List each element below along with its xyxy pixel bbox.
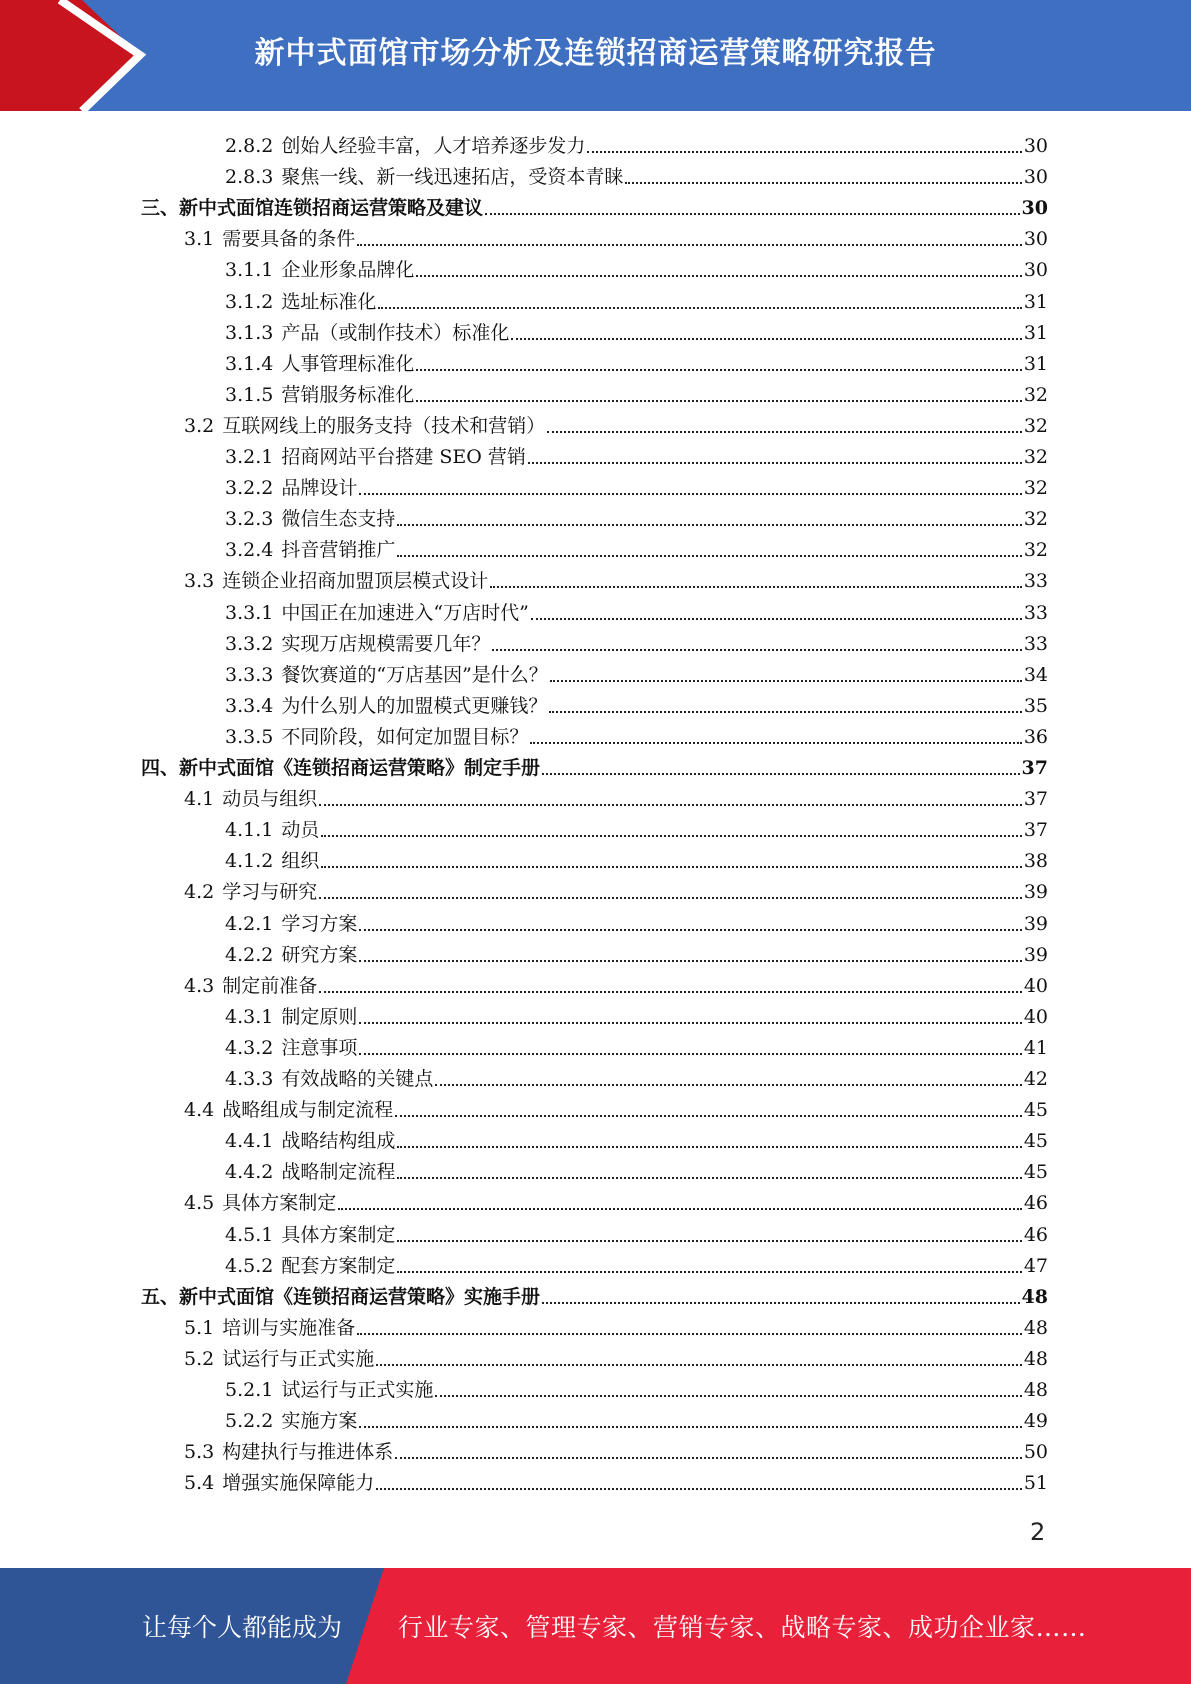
toc-entry-number: 4.3.3 xyxy=(225,1068,274,1090)
toc-entry-page: 30 xyxy=(1023,166,1048,189)
toc-entry-page: 45 xyxy=(1023,1099,1048,1122)
toc-entry-label xyxy=(184,1472,374,1494)
toc-dot-leader xyxy=(359,1052,1021,1055)
toc-dot-leader xyxy=(416,368,1021,371)
toc-entry-label xyxy=(225,1037,357,1059)
toc-entry-title: 学习方案 xyxy=(281,912,358,935)
toc-entry-number: 3.2 xyxy=(184,414,215,437)
toc-dot-leader xyxy=(416,274,1021,277)
toc-dot-leader xyxy=(542,1301,1020,1304)
toc-entry-page: 30 xyxy=(1021,197,1048,220)
toc-entry[interactable] xyxy=(141,749,1048,779)
toc-entry-number: 3.1.4 xyxy=(225,352,274,375)
toc-entry-number: 3.2.1 xyxy=(225,446,274,468)
toc-entry-label xyxy=(225,602,529,624)
toc-entry-title: 动员与组织 xyxy=(222,788,318,811)
toc-entry-number: 4.3.2 xyxy=(225,1036,274,1059)
toc-entry-title: 连锁企业招商加盟顶层模式设计 xyxy=(222,570,489,593)
toc-entry-number: 3.2.4 xyxy=(225,539,274,562)
toc-dot-leader xyxy=(435,1394,1021,1397)
toc-entry-number: 3.1 xyxy=(184,228,215,251)
toc-entry-number: 3.3.5 xyxy=(225,725,274,748)
toc-entry-label xyxy=(225,135,585,157)
toc-entry-number: 3.2.3 xyxy=(225,508,274,531)
toc-entry-label xyxy=(225,166,623,188)
toc-entry-page: 34 xyxy=(1023,663,1048,686)
toc-entry-label xyxy=(225,1068,433,1090)
toc-entry-title: 为什么别人的加盟模式更赚钱？ xyxy=(281,694,548,717)
toc-entry-page: 47 xyxy=(1023,1254,1048,1277)
toc-entry-page: 32 xyxy=(1023,508,1048,531)
toc-entry[interactable] xyxy=(225,625,1048,655)
toc-entry-label xyxy=(184,1099,393,1121)
toc-entry-title: 试运行与正式实施 xyxy=(281,1379,434,1401)
toc-entry-number: 3.1.3 xyxy=(225,321,274,344)
toc-entry-label xyxy=(184,415,545,437)
toc-entry[interactable] xyxy=(225,345,1048,375)
toc-dot-leader xyxy=(549,710,1021,713)
toc-entry-page: 33 xyxy=(1023,570,1048,593)
toc-entry-label xyxy=(184,1441,393,1463)
toc-entry-label xyxy=(225,291,376,313)
toc-entry-number: 3.2.2 xyxy=(225,477,274,500)
toc-entry[interactable] xyxy=(225,283,1048,313)
toc-entry-number: 5.2.2 xyxy=(225,1410,274,1433)
toc-entry-title: 具体方案制定 xyxy=(222,1192,337,1215)
toc-entry-label xyxy=(225,1255,395,1277)
toc-dot-leader xyxy=(492,648,1021,651)
toc-entry-title: 战略组成与制定流程 xyxy=(222,1099,394,1122)
toc-entry-label xyxy=(184,570,488,592)
toc-entry[interactable] xyxy=(225,314,1048,344)
toc-dot-leader xyxy=(397,554,1021,557)
toc-entry-title: 制定前准备 xyxy=(222,974,318,997)
toc-entry-page: 33 xyxy=(1023,601,1048,624)
toc-dot-leader xyxy=(490,585,1022,588)
toc-entry-title: 制定原则 xyxy=(281,1005,358,1028)
toc-entry-title: 抖音营销推广 xyxy=(281,539,396,562)
toc-entry-label xyxy=(225,477,357,499)
toc-entry-label xyxy=(225,1410,357,1432)
toc-entry-title: 中国正在加速进入“万店时代” xyxy=(281,601,529,624)
toc-entry-number: 4.5.1 xyxy=(225,1223,274,1246)
toc-entry-page: 48 xyxy=(1023,1316,1048,1339)
toc-entry[interactable] xyxy=(184,1340,1048,1370)
toc-dot-leader xyxy=(321,865,1021,868)
toc-entry[interactable] xyxy=(225,158,1048,188)
toc-entry-label xyxy=(225,664,548,686)
toc-entry[interactable] xyxy=(141,189,1048,219)
toc-entry-number: 3.3.4 xyxy=(225,694,274,717)
toc-dot-leader xyxy=(528,461,1022,464)
toc-entry-page: 51 xyxy=(1023,1472,1048,1495)
toc-entry-number: 4.1.2 xyxy=(225,850,274,873)
toc-dot-leader xyxy=(338,1207,1022,1210)
toc-entry-label xyxy=(225,850,319,872)
toc-entry-title: 餐饮赛道的“万店基因”是什么？ xyxy=(281,663,548,686)
toc-entry[interactable] xyxy=(225,687,1048,717)
toc-entry[interactable] xyxy=(225,1402,1048,1432)
toc-entry-number: 3.3.3 xyxy=(225,663,274,686)
toc-entry-label xyxy=(225,539,395,561)
toc-entry-label xyxy=(184,1348,374,1370)
toc-entry-title: 培训与实施准备 xyxy=(222,1316,356,1339)
toc-entry[interactable] xyxy=(184,1464,1048,1494)
toc-entry-number: 3.3 xyxy=(184,570,215,593)
toc-entry[interactable] xyxy=(184,1091,1048,1121)
toc-entry-page: 39 xyxy=(1023,912,1048,935)
toc-entry-title: 企业形象品牌化 xyxy=(281,259,415,282)
toc-entry[interactable] xyxy=(225,127,1048,157)
page-number: 2 xyxy=(1030,1518,1046,1546)
toc-entry[interactable] xyxy=(184,1433,1048,1463)
toc-entry-page: 31 xyxy=(1023,321,1048,344)
toc-dot-leader xyxy=(359,1021,1021,1024)
toc-entry-page: 30 xyxy=(1023,228,1048,251)
toc-entry[interactable] xyxy=(225,905,1048,935)
toc-dot-leader xyxy=(376,1487,1022,1490)
toc-entry-number: 5.2 xyxy=(184,1347,215,1370)
toc-entry-title: 产品（或制作技术）标准化 xyxy=(281,321,510,344)
toc-entry-number: 2.8.2 xyxy=(225,135,274,157)
toc-entry-number: 5.2.1 xyxy=(225,1379,274,1401)
toc-dot-leader xyxy=(547,430,1022,433)
toc-entry-label xyxy=(141,757,540,779)
toc-entry-page: 36 xyxy=(1023,725,1048,748)
toc-dot-leader xyxy=(625,181,1021,184)
toc-entry-number: 4.3 xyxy=(184,974,215,997)
toc-entry-label xyxy=(225,819,319,841)
toc-entry-page: 46 xyxy=(1023,1192,1048,1215)
toc-entry-title: 增强实施保障能力 xyxy=(222,1472,375,1495)
toc-entry-label xyxy=(225,1161,395,1183)
toc-entry-page: 30 xyxy=(1023,135,1048,157)
toc-entry-page: 45 xyxy=(1023,1130,1048,1153)
toc-dot-leader xyxy=(376,1363,1022,1366)
toc-entry-number: 3.1.5 xyxy=(225,383,274,406)
toc-entry-title: 战略结构组成 xyxy=(281,1130,396,1153)
toc-entry-number: 3.1.2 xyxy=(225,290,274,313)
toc-entry[interactable] xyxy=(225,376,1048,406)
toc-entry-number: 4.4.1 xyxy=(225,1130,274,1153)
toc-dot-leader xyxy=(485,212,1020,215)
toc-entry-title: 组织 xyxy=(281,850,320,873)
toc-entry-label xyxy=(225,259,414,281)
toc-entry-page: 49 xyxy=(1023,1410,1048,1433)
toc-entry-title: 配套方案制定 xyxy=(281,1254,396,1277)
toc-entry-title: 人事管理标准化 xyxy=(281,352,415,375)
toc-entry-label xyxy=(225,508,395,530)
toc-entry-title: 互联网线上的服务支持（技术和营销） xyxy=(222,414,546,437)
toc-entry-page: 46 xyxy=(1023,1223,1048,1246)
toc-entry-page: 45 xyxy=(1023,1161,1048,1184)
toc-dot-leader xyxy=(530,741,1021,744)
toc-entry-number: 2.8.3 xyxy=(225,166,274,189)
toc-entry-page: 32 xyxy=(1023,383,1048,406)
toc-entry-title: 微信生态支持 xyxy=(281,508,396,531)
toc-entry-label xyxy=(225,913,357,935)
toc-dot-leader xyxy=(359,1425,1021,1428)
toc-dot-leader xyxy=(397,1239,1021,1242)
toc-entry-number: 5.1 xyxy=(184,1316,215,1339)
toc-entry-page: 40 xyxy=(1023,1005,1048,1028)
toc-entry-label xyxy=(184,1192,336,1214)
toc-entry-number: 4.2.1 xyxy=(225,912,274,935)
toc-entry-page: 37 xyxy=(1023,819,1048,842)
toc-dot-leader xyxy=(416,399,1021,402)
toc-entry[interactable] xyxy=(225,531,1048,561)
toc-entry[interactable] xyxy=(225,438,1048,468)
toc-entry-page: 35 xyxy=(1023,694,1048,717)
toc-dot-leader xyxy=(319,990,1022,993)
page-footer xyxy=(0,1568,1191,1684)
toc-entry-title: 创始人经验丰富，人才培养逐步发力 xyxy=(281,135,586,157)
toc-entry-page: 38 xyxy=(1023,850,1048,873)
toc-entry-title: 营销服务标准化 xyxy=(281,383,415,406)
toc-entry-page: 31 xyxy=(1023,352,1048,375)
toc-entry-title: 试运行与正式实施 xyxy=(222,1347,375,1370)
toc-entry[interactable] xyxy=(225,1122,1048,1152)
toc-entry[interactable] xyxy=(184,873,1048,903)
toc-entry-page: 31 xyxy=(1023,290,1048,313)
toc-entry-page: 32 xyxy=(1023,539,1048,562)
toc-entry[interactable] xyxy=(225,500,1048,530)
toc-entry-label xyxy=(225,726,528,748)
toc-dot-leader xyxy=(397,1176,1021,1179)
toc-entry-page: 32 xyxy=(1023,414,1048,437)
toc-entry-title: 聚焦一线、新一线迅速拓店，受资本青睐 xyxy=(281,166,624,189)
toc-entry-label xyxy=(184,788,317,810)
toc-entry-title: 实施方案 xyxy=(281,1410,358,1433)
toc-entry-label xyxy=(184,1317,355,1339)
toc-dot-leader xyxy=(319,896,1022,899)
toc-dot-leader xyxy=(359,492,1021,495)
toc-entry[interactable] xyxy=(225,1216,1048,1246)
toc-dot-leader xyxy=(357,1332,1022,1335)
toc-entry-page: 33 xyxy=(1023,632,1048,655)
toc-entry-title: 品牌设计 xyxy=(281,477,358,500)
toc-entry-page: 32 xyxy=(1023,477,1048,500)
toc-dot-leader xyxy=(397,523,1021,526)
toc-entry[interactable] xyxy=(184,1184,1048,1214)
toc-entry-number: 5.3 xyxy=(184,1441,215,1464)
toc-entry-title: 三、新中式面馆连锁招商运营策略及建议 xyxy=(141,197,484,220)
toc-entry-page: 39 xyxy=(1023,943,1048,966)
toc-entry[interactable] xyxy=(225,469,1048,499)
toc-entry[interactable] xyxy=(184,967,1048,997)
toc-entry-label xyxy=(141,197,483,219)
toc-dot-leader xyxy=(435,1083,1021,1086)
toc-entry-number: 4.4 xyxy=(184,1099,215,1122)
toc-entry-title: 具体方案制定 xyxy=(281,1223,396,1246)
toc-entry[interactable] xyxy=(225,1153,1048,1183)
toc-entry[interactable] xyxy=(225,842,1048,872)
toc-entry-page: 48 xyxy=(1023,1379,1048,1401)
toc-entry[interactable] xyxy=(225,251,1048,281)
toc-entry[interactable] xyxy=(225,936,1048,966)
toc-entry-page: 50 xyxy=(1023,1441,1048,1464)
toc-entry-label xyxy=(225,322,509,344)
toc-entry[interactable] xyxy=(225,811,1048,841)
footer-slogan-left: 让每个人都能成为 xyxy=(142,1613,343,1642)
toc-entry-page: 48 xyxy=(1023,1347,1048,1370)
toc-dot-leader xyxy=(321,834,1021,837)
toc-entry[interactable] xyxy=(141,1278,1048,1308)
toc-entry[interactable] xyxy=(184,1309,1048,1339)
toc-dot-leader xyxy=(511,337,1021,340)
toc-entry-label xyxy=(184,228,355,250)
toc-entry-title: 学习与研究 xyxy=(222,881,318,904)
toc-entry-label xyxy=(184,975,317,997)
toc-entry-title: 研究方案 xyxy=(281,943,358,966)
page-header xyxy=(0,0,1191,111)
report-title: 新中式面馆市场分析及连锁招商运营策略研究报告 xyxy=(254,36,937,71)
toc-entry-page: 32 xyxy=(1023,446,1048,468)
footer-slogan-right: 行业专家、管理专家、营销专家、战略专家、成功企业家…… xyxy=(398,1613,1087,1642)
toc-dot-leader xyxy=(542,772,1020,775)
toc-entry[interactable] xyxy=(184,562,1048,592)
toc-entry-label xyxy=(225,353,414,375)
toc-dot-leader xyxy=(359,928,1021,931)
toc-entry-label xyxy=(225,633,490,655)
toc-entry-number: 4.2 xyxy=(184,881,215,904)
toc-entry-page: 40 xyxy=(1023,974,1048,997)
toc-entry-title: 有效战略的关键点 xyxy=(281,1068,434,1090)
toc-entry-number: 4.5 xyxy=(184,1192,215,1215)
toc-entry[interactable] xyxy=(225,718,1048,748)
toc-entry-title: 四、新中式面馆《连锁招商运营策略》制定手册 xyxy=(141,757,541,779)
toc-entry-number: 4.3.1 xyxy=(225,1005,274,1028)
toc-entry[interactable] xyxy=(184,220,1048,250)
toc-entry-title: 动员 xyxy=(281,819,320,842)
toc-entry-page: 30 xyxy=(1023,259,1048,282)
toc-entry-title: 构建执行与推进体系 xyxy=(222,1441,394,1464)
toc-entry-title: 实现万店规模需要几年？ xyxy=(281,632,491,655)
toc-entry-number: 3.3.2 xyxy=(225,632,274,655)
toc-dot-leader xyxy=(397,1270,1021,1273)
toc-entry-title: 五、新中式面馆《连锁招商运营策略》实施手册 xyxy=(141,1285,541,1308)
toc-entry-label xyxy=(225,944,357,966)
toc-entry-number: 3.3.1 xyxy=(225,601,274,624)
toc-entry-page: 48 xyxy=(1021,1285,1048,1308)
toc-dot-leader xyxy=(395,1456,1022,1459)
toc-dot-leader xyxy=(395,1114,1022,1117)
toc-entry-title: 不同阶段，如何定加盟目标？ xyxy=(281,725,529,748)
toc-entry[interactable] xyxy=(225,1371,1048,1401)
toc-entry[interactable] xyxy=(225,656,1048,686)
toc-dot-leader xyxy=(531,617,1022,620)
toc-entry-number: 4.2.2 xyxy=(225,943,274,966)
toc-entry-title: 招商网站平台搭建 SEO 营销 xyxy=(281,446,526,468)
toc-entry-number: 4.1.1 xyxy=(225,819,274,842)
toc-entry-page: 41 xyxy=(1023,1036,1048,1059)
toc-dot-leader xyxy=(587,150,1021,153)
toc-entry-title: 注意事项 xyxy=(281,1036,358,1059)
toc-dot-leader xyxy=(550,679,1022,682)
toc-entry[interactable] xyxy=(184,407,1048,437)
toc-entry-page: 39 xyxy=(1023,881,1048,904)
toc-entry-label xyxy=(184,881,317,903)
toc-entry[interactable] xyxy=(225,998,1048,1028)
toc-entry[interactable] xyxy=(225,1060,1048,1090)
toc-dot-leader xyxy=(357,243,1022,246)
toc-entry-number: 4.5.2 xyxy=(225,1254,274,1277)
toc-entry[interactable] xyxy=(225,1029,1048,1059)
toc-entry-label xyxy=(225,1379,433,1401)
toc-entry-title: 战略制定流程 xyxy=(281,1161,396,1184)
toc-entry-page: 37 xyxy=(1023,788,1048,811)
toc-dot-leader xyxy=(397,1145,1021,1148)
toc-dot-leader xyxy=(319,803,1022,806)
toc-entry-label xyxy=(225,1130,395,1152)
toc-entry-label xyxy=(225,1224,395,1246)
toc-entry[interactable] xyxy=(225,594,1048,624)
toc-entry-title: 需要具备的条件 xyxy=(222,228,356,251)
toc-entry-number: 3.1.1 xyxy=(225,259,274,282)
toc-entry-page: 42 xyxy=(1023,1068,1048,1090)
toc-entry-number: 5.4 xyxy=(184,1472,215,1495)
toc-dot-leader xyxy=(359,959,1021,962)
toc-entry-label xyxy=(141,1286,540,1308)
toc-dot-leader xyxy=(378,306,1021,309)
toc-entry-label xyxy=(225,695,547,717)
header-red-arrow-decoration xyxy=(0,0,150,111)
toc-entry-title: 选址标准化 xyxy=(281,290,377,313)
toc-entry-label xyxy=(225,384,414,406)
toc-entry-page: 37 xyxy=(1021,757,1048,779)
toc-entry-number: 4.1 xyxy=(184,788,215,811)
toc-entry[interactable] xyxy=(184,780,1048,810)
toc-entry-label xyxy=(225,1006,357,1028)
toc-entry[interactable] xyxy=(225,1247,1048,1277)
toc-entry-number: 4.4.2 xyxy=(225,1161,274,1184)
toc-entry-label xyxy=(225,446,526,468)
